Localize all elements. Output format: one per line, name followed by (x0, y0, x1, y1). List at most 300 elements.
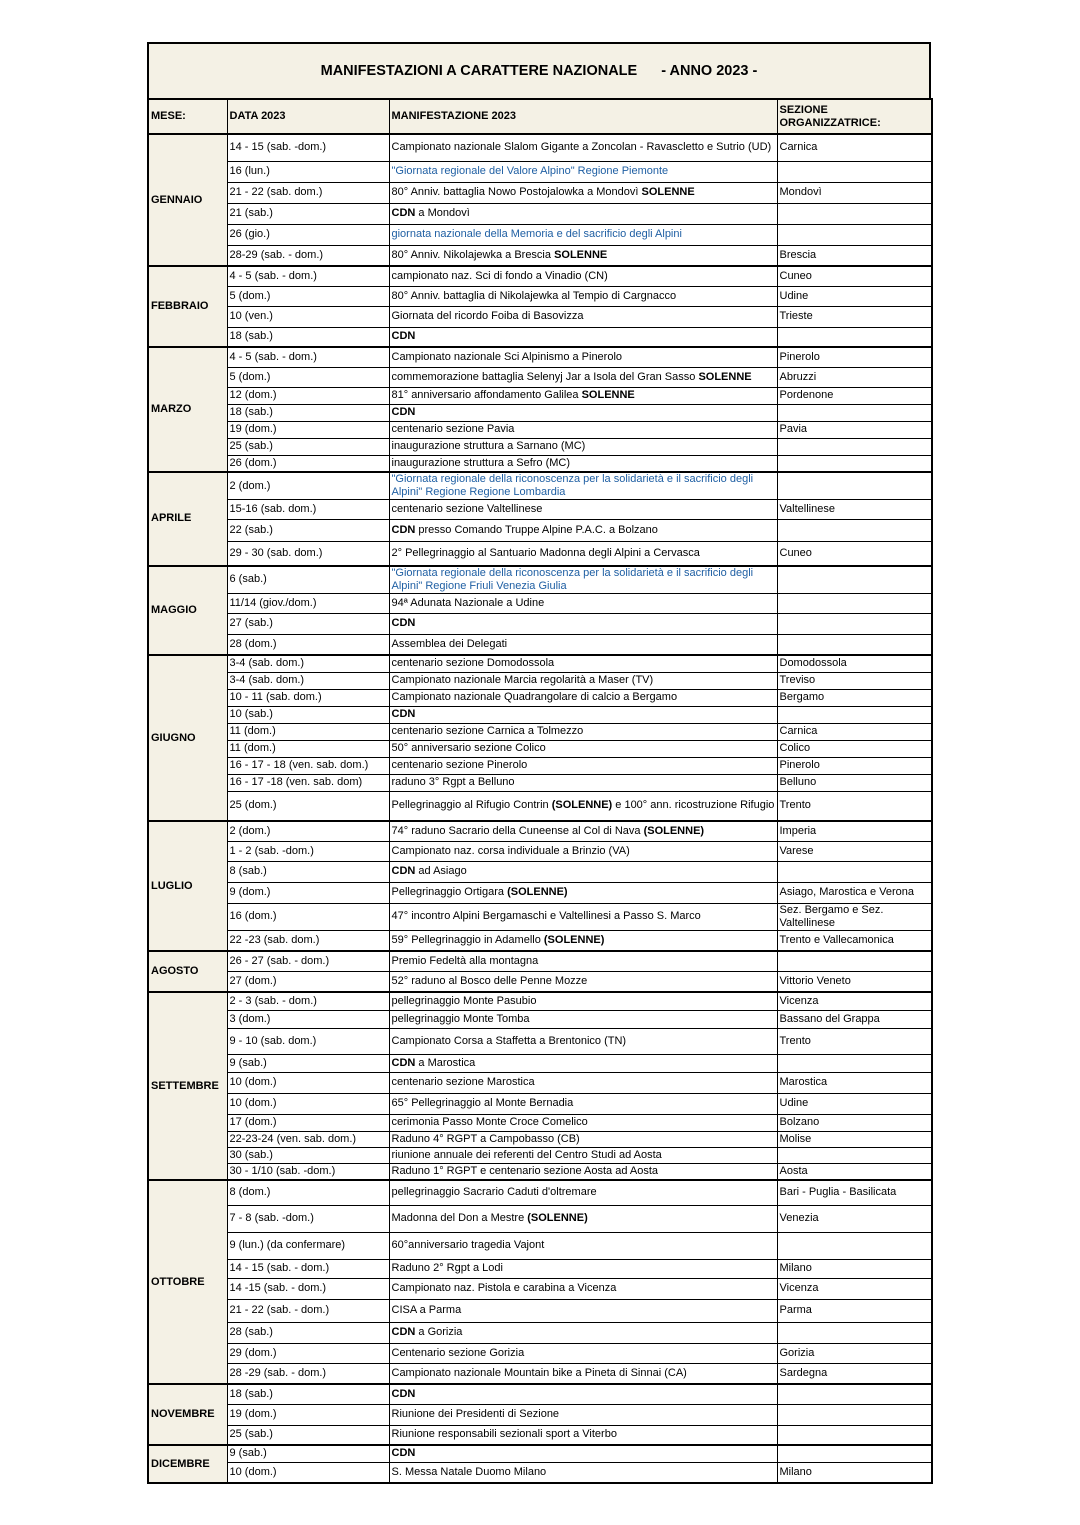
event-cell (389, 1425, 777, 1445)
date-cell: 29 (dom.) (227, 1343, 389, 1363)
event-row (148, 306, 932, 327)
event-row (148, 723, 932, 740)
event-cell (389, 689, 777, 706)
event-row (148, 1205, 932, 1232)
event-cell (389, 1278, 777, 1299)
date-cell: 18 (sab.) (227, 404, 389, 421)
event-cell (389, 971, 777, 992)
event-cell (389, 245, 777, 266)
date-cell: 9 (sab.) (227, 1445, 389, 1462)
date-cell: 28 (dom.) (227, 634, 389, 655)
date-cell: 1 - 2 (sab. -dom.) (227, 841, 389, 861)
sezione-cell (777, 1445, 932, 1462)
event-text: Riunione responsabili sezionali sport a Viterbo (391, 1428, 617, 1441)
event-text: centenario sezione Valtellinese (391, 503, 543, 515)
month-cell: DICEMBRE (148, 1445, 227, 1483)
sezione-cell (777, 566, 932, 594)
event-row (148, 1343, 932, 1363)
event-row (148, 472, 932, 500)
event-text: Madonna del Don a Mestre (391, 1212, 528, 1224)
event-row (148, 1363, 932, 1384)
event-text: S. Messa Natale Duomo Milano (391, 1465, 547, 1478)
event-text: riunione annuale dei referenti del Centro Studi ad Aosta (391, 1148, 662, 1161)
event-text: Centenario sezione Gorizia (391, 1346, 525, 1359)
sezione-cell: Bari - Puglia - Basilicata (777, 1180, 932, 1205)
sezione-cell (777, 455, 932, 472)
event-row (148, 161, 932, 182)
sezione-cell (777, 1054, 932, 1072)
sezione-cell (777, 951, 932, 971)
event-cell (389, 438, 777, 455)
event-text: 50° anniversario sezione Colico (391, 742, 546, 754)
sezione-cell: Brescia (777, 245, 932, 266)
date-cell: 12 (dom.) (227, 387, 389, 404)
event-bold-text: (SOLENNE) (551, 799, 613, 812)
event-row (148, 421, 932, 438)
event-cell (389, 1363, 777, 1384)
event-text: 59° Pellegrinaggio in Adamello (391, 933, 544, 946)
event-row (148, 821, 932, 841)
event-text: Assemblea dei Delegati (391, 637, 508, 650)
month-cell: APRILE (148, 472, 227, 566)
event-row (148, 1147, 932, 1163)
date-cell: 5 (dom.) (227, 286, 389, 306)
date-cell: 14 -15 (sab. - dom.) (227, 1278, 389, 1299)
sezione-cell: Bassano del Grappa (777, 1010, 932, 1028)
sezione-cell (777, 327, 932, 347)
event-text: centenario sezione Domodossola (391, 657, 555, 670)
sezione-cell (777, 1384, 932, 1404)
calendar-sheet (147, 42, 931, 1484)
event-cell (389, 593, 777, 613)
sezione-cell: Milano (777, 1462, 932, 1483)
event-text: Raduno 2° Rgpt a Lodi (391, 1262, 503, 1274)
event-row (148, 134, 932, 161)
event-cell (389, 520, 777, 542)
event-cell (389, 634, 777, 655)
event-cell (389, 774, 777, 791)
date-cell: 3 (dom.) (227, 1010, 389, 1028)
event-row (148, 347, 932, 367)
date-cell: 16 (lun.) (227, 161, 389, 182)
event-text: centenario sezione Carnica a Tolmezzo (391, 725, 584, 737)
sezione-cell (777, 438, 932, 455)
sezione-cell: Marostica (777, 1072, 932, 1093)
event-bold-text: SOLENNE (698, 370, 752, 383)
sezione-cell: Pavia (777, 421, 932, 438)
event-cell (389, 1093, 777, 1114)
event-bold-text: (SOLENNE) (527, 1212, 588, 1224)
event-row (148, 286, 932, 306)
event-row (148, 1445, 932, 1462)
sezione-cell: Udine (777, 1093, 932, 1114)
event-text: centenario sezione Pinerolo (391, 759, 528, 771)
event-cell (389, 1054, 777, 1072)
event-cell (389, 861, 777, 882)
event-text: Campionato nazionale Mountain bike a Pineta di Sinnai (CA) (391, 1366, 687, 1379)
event-cell (389, 930, 777, 951)
event-cell (389, 1445, 777, 1462)
event-text: 80° Anniv. battaglia di Nikolajewka al Tempio di Cargnacco (391, 289, 677, 302)
event-cell (389, 655, 777, 672)
date-cell: 25 (sab.) (227, 1425, 389, 1445)
date-cell: 4 - 5 (sab. - dom.) (227, 266, 389, 286)
date-cell: 7 - 8 (sab. -dom.) (227, 1205, 389, 1232)
sezione-cell (777, 1322, 932, 1343)
sezione-cell: Varese (777, 841, 932, 861)
sezione-cell: Valtellinese (777, 500, 932, 520)
event-bold-text: SOLENNE (641, 186, 695, 198)
event-cell (389, 791, 777, 821)
date-cell: 22 (sab.) (227, 520, 389, 542)
sezione-cell: Bolzano (777, 1114, 932, 1131)
event-row (148, 774, 932, 791)
date-cell: 8 (sab.) (227, 861, 389, 882)
date-cell: 22-23-24 (ven. sab. dom.) (227, 1131, 389, 1147)
date-cell: 21 (sab.) (227, 203, 389, 224)
sezione-cell: Udine (777, 286, 932, 306)
event-row (148, 245, 932, 266)
month-cell: FEBBRAIO (148, 266, 227, 347)
sezione-cell (777, 613, 932, 634)
event-text: Campionato nazionale Quadrangolare di calcio a Bergamo (391, 691, 678, 703)
header-manifestazione: MANIFESTAZIONE 2023 (389, 99, 777, 134)
event-cell (389, 1205, 777, 1232)
event-cell (389, 421, 777, 438)
event-row (148, 1462, 932, 1483)
event-row (148, 438, 932, 455)
date-cell: 4 - 5 (sab. - dom.) (227, 347, 389, 367)
date-cell: 18 (sab.) (227, 1384, 389, 1404)
event-text: Raduno 4° RGPT a Campobasso (CB) (391, 1132, 580, 1145)
event-cell (389, 347, 777, 367)
date-cell: 14 - 15 (sab. - dom.) (227, 1259, 389, 1278)
event-cell (389, 404, 777, 421)
event-cell (389, 1343, 777, 1363)
month-cell: OTTOBRE (148, 1180, 227, 1384)
sezione-cell: Carnica (777, 134, 932, 161)
header-row (148, 99, 932, 134)
event-text: Campionato naz. corsa individuale a Brinzio (VA) (391, 844, 630, 857)
date-cell: 2 (dom.) (227, 821, 389, 841)
date-cell: 10 (dom.) (227, 1093, 389, 1114)
header-data: DATA 2023 (227, 99, 389, 134)
event-text: e 100° ann. ricostruzione Rifugio (612, 799, 775, 812)
event-cell (389, 1163, 777, 1180)
event-text: "Giornata regionale della riconoscenza per la solidarietà e il sacrificio degli Alpini" Regione Regione Lombardia (391, 473, 754, 498)
sezione-cell: Carnica (777, 723, 932, 740)
event-cell (389, 286, 777, 306)
event-bold-text: (SOLENNE) (543, 933, 605, 946)
event-bold-text: CDN (391, 708, 416, 720)
event-text: Pellegrinaggio al Rifugio Contrin (391, 799, 552, 812)
event-row (148, 1163, 932, 1180)
events-body (148, 134, 932, 1483)
event-text: raduno 3° Rgpt a Belluno (391, 776, 515, 788)
event-row (148, 634, 932, 655)
event-cell (389, 500, 777, 520)
event-row (148, 992, 932, 1010)
event-row (148, 1404, 932, 1425)
event-text: inaugurazione struttura a Sefro (MC) (391, 456, 571, 469)
date-cell: 6 (sab.) (227, 566, 389, 594)
sezione-cell: Aosta (777, 1163, 932, 1180)
date-cell: 18 (sab.) (227, 327, 389, 347)
event-cell (389, 266, 777, 286)
date-cell: 2 (dom.) (227, 472, 389, 500)
sezione-cell: Venezia (777, 1205, 932, 1232)
event-cell (389, 472, 777, 500)
event-row (148, 1322, 932, 1343)
event-text: Campionato nazionale Marcia regolarità a Maser (TV) (391, 674, 654, 686)
event-cell (389, 821, 777, 841)
sezione-cell (777, 706, 932, 723)
event-cell (389, 1028, 777, 1054)
event-row (148, 404, 932, 421)
event-cell (389, 1180, 777, 1205)
event-text: Campionato nazionale Sci Alpinismo a Pinerolo (391, 350, 623, 363)
sezione-cell: Milano (777, 1259, 932, 1278)
sezione-cell (777, 520, 932, 542)
date-cell: 16 - 17 -18 (ven. sab. dom) (227, 774, 389, 791)
date-cell: 27 (dom.) (227, 971, 389, 992)
date-cell: 26 (dom.) (227, 455, 389, 472)
event-row (148, 1114, 932, 1131)
year-label: - ANNO 2023 - (661, 63, 758, 79)
date-cell: 11 (dom.) (227, 723, 389, 740)
event-text: 80° Anniv. battaglia Nowo Postojalowka a Mondovì (391, 186, 642, 198)
event-cell (389, 1232, 777, 1259)
date-cell: 8 (dom.) (227, 1180, 389, 1205)
date-cell: 3-4 (sab. dom.) (227, 672, 389, 689)
title-bar (147, 42, 931, 98)
event-bold-text: (SOLENNE) (507, 886, 568, 898)
sezione-cell: Vicenza (777, 1278, 932, 1299)
event-text: pellegrinaggio Monte Tomba (391, 1012, 530, 1025)
event-cell (389, 882, 777, 903)
sezione-cell: Treviso (777, 672, 932, 689)
event-row (148, 706, 932, 723)
event-text: a Marostica (415, 1056, 476, 1069)
date-cell: 15-16 (sab. dom.) (227, 500, 389, 520)
date-cell: 9 (lun.) (da confermare) (227, 1232, 389, 1259)
event-row (148, 882, 932, 903)
event-cell (389, 1131, 777, 1147)
date-cell: 10 (dom.) (227, 1462, 389, 1483)
event-row (148, 1131, 932, 1147)
date-cell: 16 - 17 - 18 (ven. sab. dom.) (227, 757, 389, 774)
event-text: "Giornata regionale del Valore Alpino" Regione Piemonte (391, 165, 669, 177)
date-cell: 26 (gio.) (227, 224, 389, 245)
event-text: 47° incontro Alpini Bergamaschi e Valtellinesi a Passo S. Marco (391, 910, 701, 922)
date-cell: 28 (sab.) (227, 1322, 389, 1343)
event-bold-text: CDN (391, 207, 416, 219)
event-cell (389, 134, 777, 161)
month-cell: SETTEMBRE (148, 992, 227, 1180)
event-text: Pellegrinaggio Ortigara (391, 886, 508, 898)
sezione-cell: Cuneo (777, 542, 932, 566)
event-cell (389, 224, 777, 245)
date-cell: 30 - 1/10 (sab. -dom.) (227, 1163, 389, 1180)
events-table (147, 98, 933, 1484)
header-sezione: SEZIONE ORGANIZZATRICE: (777, 99, 932, 134)
event-row (148, 593, 932, 613)
event-row (148, 613, 932, 634)
date-cell: 21 - 22 (sab. dom.) (227, 182, 389, 203)
event-row (148, 203, 932, 224)
event-cell (389, 1010, 777, 1028)
event-cell (389, 203, 777, 224)
date-cell: 14 - 15 (sab. -dom.) (227, 134, 389, 161)
month-cell: GIUGNO (148, 655, 227, 821)
event-text: campionato naz. Sci di fondo a Vinadio (CN) (391, 269, 608, 282)
event-row (148, 1299, 932, 1322)
sezione-cell: Pinerolo (777, 757, 932, 774)
sezione-cell (777, 161, 932, 182)
event-bold-text: CDN (391, 1056, 416, 1069)
event-cell (389, 706, 777, 723)
event-text: a Gorizia (415, 1326, 463, 1338)
document-title: MANIFESTAZIONI A CARATTERE NAZIONALE (320, 63, 638, 79)
date-cell: 9 (dom.) (227, 882, 389, 903)
event-text: 52° raduno al Bosco delle Penne Mozze (391, 974, 588, 987)
event-row (148, 1093, 932, 1114)
event-row (148, 182, 932, 203)
event-row (148, 387, 932, 404)
event-row (148, 224, 932, 245)
event-text: Riunione dei Presidenti di Sezione (391, 1408, 560, 1420)
month-cell: MARZO (148, 347, 227, 472)
event-row (148, 791, 932, 821)
event-text: 2° Pellegrinaggio al Santuario Madonna degli Alpini a Cervasca (391, 546, 700, 559)
event-row (148, 520, 932, 542)
date-cell: 5 (dom.) (227, 367, 389, 387)
event-row (148, 1278, 932, 1299)
event-cell (389, 1299, 777, 1322)
event-text: Campionato nazionale Slalom Gigante a Zoncolan - Ravascletto e Sutrio (UD) (391, 141, 772, 154)
sezione-cell: Vittorio Veneto (777, 971, 932, 992)
date-cell: 25 (sab.) (227, 438, 389, 455)
event-text: cerimonia Passo Monte Croce Comelico (391, 1116, 588, 1128)
event-bold-text: CDN (391, 865, 416, 877)
date-cell: 10 - 11 (sab. dom.) (227, 689, 389, 706)
event-cell (389, 613, 777, 634)
sezione-cell: Belluno (777, 774, 932, 791)
event-cell (389, 1072, 777, 1093)
event-text: 81° anniversario affondamento Galilea (391, 389, 582, 401)
sezione-cell (777, 593, 932, 613)
event-text: inaugurazione struttura a Sarnano (MC) (391, 440, 586, 452)
event-row (148, 672, 932, 689)
event-text: centenario sezione Marostica (391, 1076, 535, 1088)
date-cell: 25 (dom.) (227, 791, 389, 821)
month-cell: MAGGIO (148, 566, 227, 656)
date-cell: 10 (sab.) (227, 706, 389, 723)
month-cell: NOVEMBRE (148, 1384, 227, 1445)
event-text: Premio Fedeltà alla montagna (391, 954, 539, 967)
sezione-cell: Pordenone (777, 387, 932, 404)
date-cell: 27 (sab.) (227, 613, 389, 634)
event-row (148, 327, 932, 347)
event-cell (389, 723, 777, 740)
event-row (148, 841, 932, 861)
sezione-cell: Abruzzi (777, 367, 932, 387)
date-cell: 3-4 (sab. dom.) (227, 655, 389, 672)
event-cell (389, 367, 777, 387)
event-row (148, 1425, 932, 1445)
event-row (148, 500, 932, 520)
event-text: 94ª Adunata Nazionale a Udine (391, 596, 545, 609)
date-cell: 11/14 (giov./dom.) (227, 593, 389, 613)
date-cell: 28-29 (sab. - dom.) (227, 245, 389, 266)
event-text: pellegrinaggio Monte Pasubio (391, 994, 537, 1007)
event-text: Raduno 1° RGPT e centenario sezione Aosta ad Aosta (391, 1164, 659, 1177)
sezione-cell: Parma (777, 1299, 932, 1322)
event-cell (389, 566, 777, 594)
event-row (148, 861, 932, 882)
event-row (148, 655, 932, 672)
event-bold-text: CDN (391, 330, 416, 343)
event-cell (389, 1384, 777, 1404)
sezione-cell: Bergamo (777, 689, 932, 706)
event-text: giornata nazionale della Memoria e del sacrificio degli Alpini (391, 228, 682, 240)
event-row (148, 1384, 932, 1404)
event-bold-text: (SOLENNE) (643, 824, 705, 837)
event-row (148, 367, 932, 387)
event-text: a Mondovì (415, 207, 470, 219)
sezione-cell (777, 404, 932, 421)
event-row (148, 1180, 932, 1205)
header-mese: MESE: (148, 99, 227, 134)
event-bold-text: CDN (391, 617, 416, 629)
event-text: centenario sezione Pavia (391, 423, 515, 435)
sezione-cell: Cuneo (777, 266, 932, 286)
event-cell (389, 1404, 777, 1425)
date-cell: 11 (dom.) (227, 740, 389, 757)
event-text: presso Comando Truppe Alpine P.A.C. a Bolzano (415, 524, 658, 536)
sezione-cell: Colico (777, 740, 932, 757)
date-cell: 26 - 27 (sab. - dom.) (227, 951, 389, 971)
month-cell: GENNAIO (148, 134, 227, 266)
event-row (148, 1232, 932, 1259)
event-text: 60°anniversario tragedia Vajont (391, 1239, 545, 1251)
event-cell (389, 455, 777, 472)
sezione-cell: Domodossola (777, 655, 932, 672)
sezione-cell: Vicenza (777, 992, 932, 1010)
event-cell (389, 1462, 777, 1483)
event-cell (389, 1259, 777, 1278)
event-text: "Giornata regionale della riconoscenza per la solidarietà e il sacrificio degli Alpini" Regione Friuli Venezia Giulia (391, 566, 754, 592)
event-bold-text: CDN (391, 1387, 416, 1400)
event-row (148, 757, 932, 774)
sezione-cell: Imperia (777, 821, 932, 841)
date-cell: 16 (dom.) (227, 903, 389, 930)
date-cell: 21 - 22 (sab. - dom.) (227, 1299, 389, 1322)
event-bold-text: CDN (391, 1326, 416, 1338)
sezione-cell (777, 203, 932, 224)
event-bold-text: SOLENNE (554, 248, 608, 261)
event-bold-text: CDN (391, 406, 416, 418)
sezione-cell: Trieste (777, 306, 932, 327)
date-cell: 9 - 10 (sab. dom.) (227, 1028, 389, 1054)
sezione-cell (777, 224, 932, 245)
sezione-cell: Trento e Vallecamonica (777, 930, 932, 951)
event-cell (389, 182, 777, 203)
sezione-cell: Sardegna (777, 1363, 932, 1384)
event-row (148, 1072, 932, 1093)
month-cell: LUGLIO (148, 821, 227, 951)
date-cell: 10 (ven.) (227, 306, 389, 327)
